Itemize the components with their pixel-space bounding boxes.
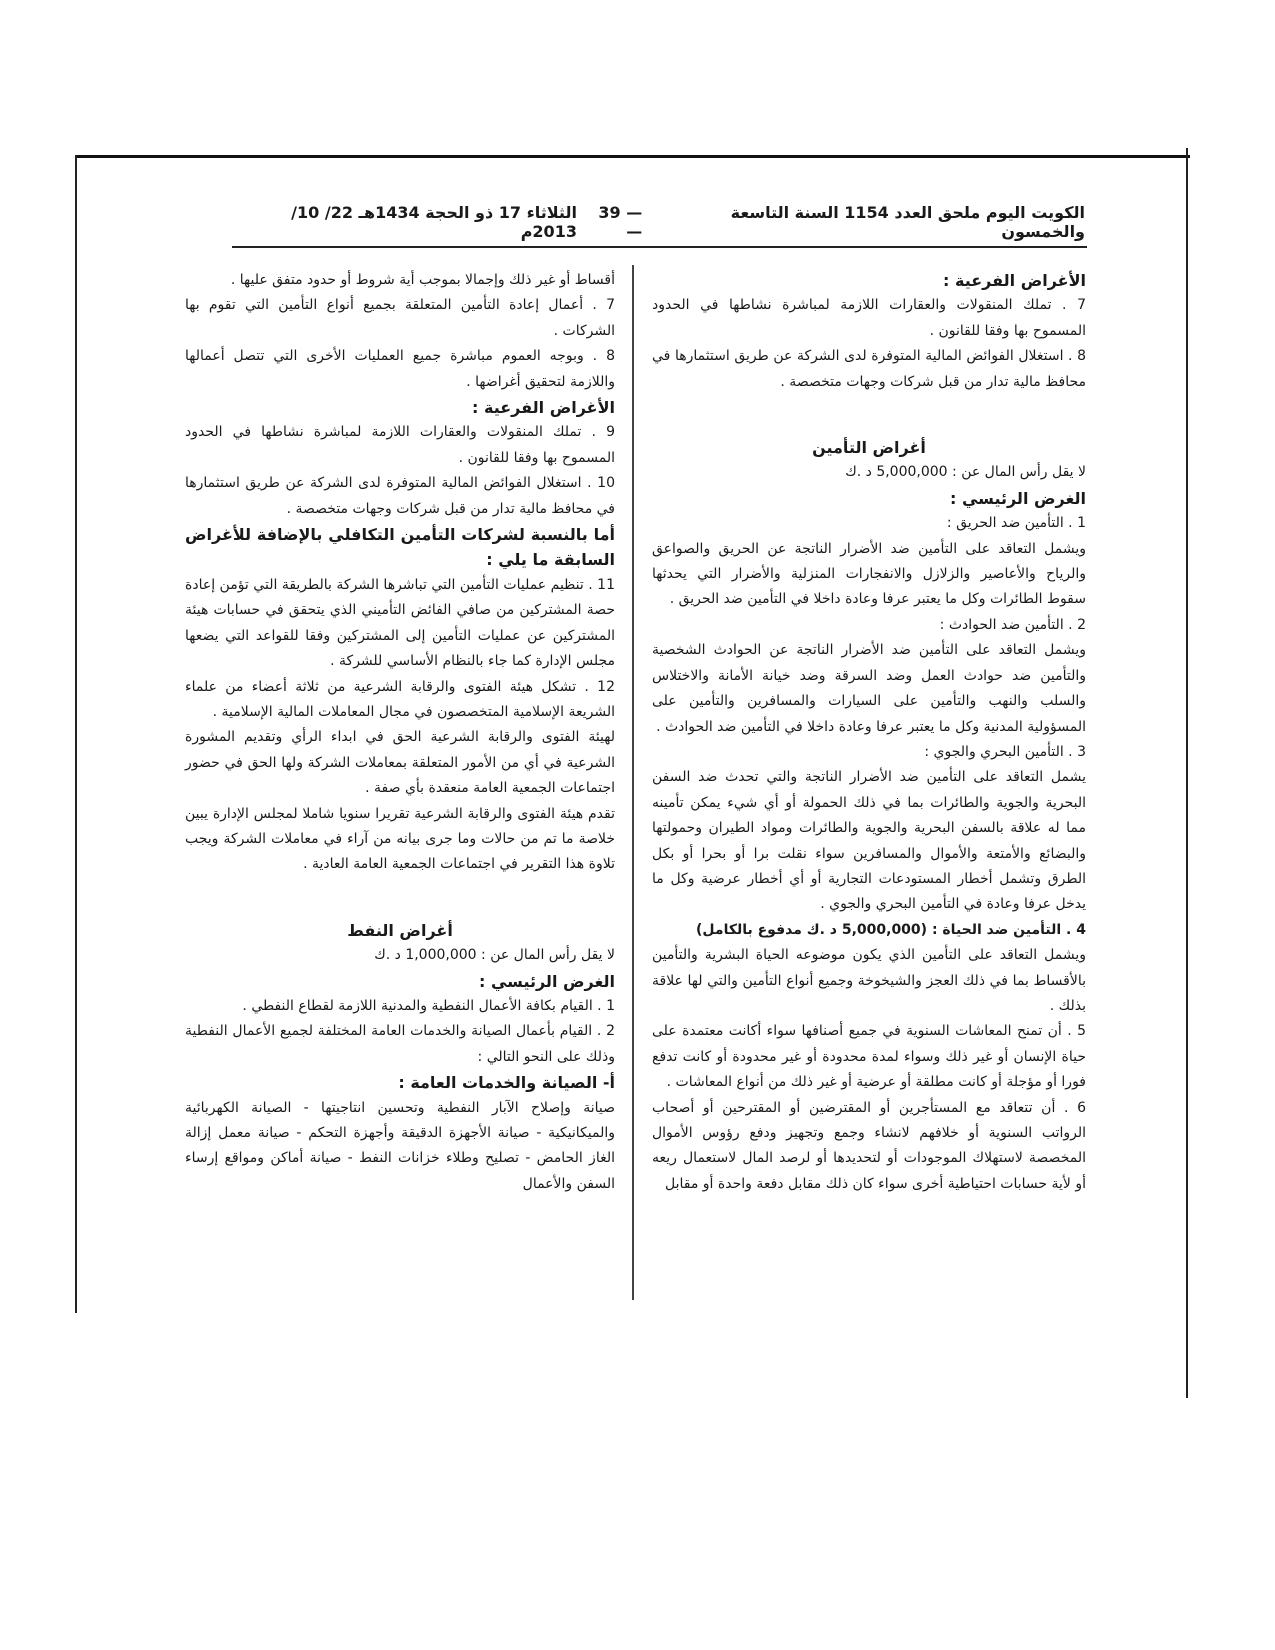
clause: 7 . تملك المنقولات والعقارات اللازمة لمباشرة نشاطها في الحدود المسموح بها وفقا للقانون . <box>652 297 1086 339</box>
left-column <box>185 268 615 1197</box>
clause-title: 1 . التأمين ضد الحريق : <box>946 515 1086 532</box>
header-page-number: — 39 — <box>598 203 643 241</box>
section-title: أغراض النفط <box>347 920 453 940</box>
clause: 1 . القيام بكافة الأعمال النفطية والمدنية اللازمة لقطاع النفطي . <box>242 997 615 1014</box>
clause: 7 . أعمال إعادة التأمين المتعلقة بجميع أنواع التأمين التي تقوم بها الشركات . <box>185 297 615 339</box>
right-column <box>652 268 1086 1197</box>
clause: ويشمل التعاقد على التأمين ضد الأضرار الناتجة عن الحوادث الشخصية والتأمين ضد حوادث العمل وضد السرقة وضد خيانة الأمانة والاختلاس والسلب والنهب والتأمين على السيارات والمسافرين والتأمين على المسؤولية المدنية وكل ما يعتبر عرفا وعادة داخلا في التأمين ضد الحوادث . <box>652 642 1086 735</box>
paragraph: صيانة وإصلاح الآبار النفطية وتحسين انتاجيتها - الصيانة الكهربائية والميكانيكية - صيانة الأجهزة الدقيقة وأجهزة التحكم - صيانة معمل إزالة الغاز الحامض - تصليح وطلاء خزانات النفط - صيانة أماكن ومواقع إرساء السفن والأعمال <box>185 1099 615 1192</box>
paragraph: تقدم هيئة الفتوى والرقابة الشرعية تقريرا سنويا شاملا لمجلس الإدارة يبين خلاصة ما تم من حالات وما جرى بيانه من آراء في معاملات الشركة ويجب تلاوة هذا التقرير في اجتماعات الجمعية العامة العادية . <box>185 805 615 873</box>
clause: 5 . أن تمنح المعاشات السنوية في جميع أصنافها سواء أكانت معتمدة على حياة الإنسان أو غير ذلك وسواء لمدة محدودة أو غير محدودة أو كانت تدفع فورا أو مؤجلة أو كانت مطلقة أو عرضية أو غير ذلك من أنواع المعاشات . <box>652 1023 1086 1091</box>
clause: 9 . تملك المنقولات والعقارات اللازمة لمباشرة نشاطها في الحدود المسموح بها وفقا للقانون . <box>185 424 615 466</box>
clause-title: 2 . التأمين ضد الحوادث : <box>939 616 1086 633</box>
clause: ويشمل التعاقد على التأمين الذي يكون موضوعه الحياة البشرية والتأمين بالأقساط بما في ذلك العجز والشيخوخة وجميع أنواع التأمين والتي لها علاقة بذلك . <box>652 947 1086 1014</box>
section-title: أغراض التأمين <box>812 438 926 458</box>
header-date: الثلاثاء 17 ذو الحجة 1434هـ 22/ 10/ 2013م <box>291 203 577 241</box>
clause: 12 . تشكل هيئة الفتوى والرقابة الشرعية من ثلاثة أعضاء من علماء الشريعة الإسلامية المتخصصون في مجال المعاملات المالية الإسلامية . <box>185 678 615 720</box>
column-divider <box>632 265 634 1300</box>
header-publication: الكويت اليوم ملحق العدد 1154 السنة التاسعة والخمسون <box>730 203 1085 241</box>
paragraph: لهيئة الفتوى والرقابة الشرعية الحق في ابداء الرأي وتقديم المشورة الشرعية في أي من الأمور المتعلقة بمعاملات الشركة ولها الحق في حضور اجتماعات الجمعية العامة منعقدة بأي صفة . <box>185 729 615 797</box>
clause: 2 . القيام بأعمال الصيانة والخدمات العامة المختلفة لجميع الأعمال النفطية وذلك على النحو التالي : <box>185 1023 615 1065</box>
section-heading: الأغراض الفرعية : <box>943 271 1086 290</box>
page-header <box>230 205 1085 239</box>
page-frame-right-border <box>1186 148 1188 1398</box>
clause: 8 . وبوجه العموم مباشرة جميع العمليات الأخرى التي تتصل أعمالها واللازمة لتحقيق أغراضها . <box>185 348 615 390</box>
header-rule <box>232 246 1087 248</box>
clause: ويشمل التعاقد على التأمين ضد الأضرار الناتجة عن الحريق والصواعق والرياح والأعاصير والزلازل والانفجارات المنزلية والأضرار التي يحدثها سقوط الطائرات وكل ما يعتبر عرفا وعادة داخلا في التأمين ضد الحريق . <box>652 540 1086 608</box>
clause: 8 . استغلال الفوائض المالية المتوفرة لدى الشركة عن طريق استثمارها في محافظ مالية تدار من قبل شركات وجهات متخصصة . <box>652 348 1086 390</box>
section-heading: الغرض الرئيسي : <box>950 488 1086 508</box>
clause: أقساط أو غير ذلك وإجمالا بموجب أية شروط أو حدود متفق عليها . <box>230 272 615 288</box>
page-frame-top-border <box>75 155 1190 158</box>
section-heading: أما بالنسبة لشركات التأمين التكافلي بالإضافة للأغراض السابقة ما يلي : <box>185 525 615 570</box>
clause: 10 . استغلال الفوائض المالية المتوفرة لدى الشركة عن طريق استثمارها في محافظ مالية تدار من قبل شركات وجهات متخصصة . <box>185 475 615 517</box>
clause: 6 . أن تتعاقد مع المستأجرين أو المقترضين أو المقترحين أو أصحاب الرواتب السنوية أو خلافهم لانشاء وجمع وتجهيز ودفع رؤوس الأموال المخصصة لاستهلاك الموجودات أو لتحديدها أو لرصد المال لاستعمال ريعه أو لأية حسابات احتياطية أخرى سواء كان ذلك مقابل دفعة واحدة أو مقابل <box>652 1099 1086 1192</box>
section-heading: الأغراض الفرعية : <box>472 398 615 418</box>
clause-title: 3 . التأمين البحري والجوي : <box>924 743 1086 760</box>
clause: يشمل التعاقد على التأمين ضد الأضرار الناتجة والتي تحدث ضد السفن البحرية والجوية والطائرات بما في ذلك الحمولة أو أي شيء يمكن تأمينه مما له علاقة بالسفن البحرية والجوية والطائرات ومواد الطيران وحمولتها والبضائع والأمتعة والأموال والمسافرين سواء نقلت برا أو بحرا أو بكل الطرق وتشمل أخطار المستودعات التجارية أو أي أخطار عرضية وكل ما يدخل عرفا وعادة في التأمين البحري والجوي . <box>652 769 1086 913</box>
capital-requirement: لا يقل رأس المال عن : 1,000,000 د .ك <box>374 947 615 964</box>
capital-requirement: لا يقل رأس المال عن : 5,000,000 د .ك <box>845 464 1086 481</box>
subsection-heading: أ- الصيانة والخدمات العامة : <box>398 1073 615 1093</box>
clause-title: 4 . التأمين ضد الحياة : (5,000,000 د .ك مدفوع بالكامل) <box>696 921 1086 938</box>
page-frame-left-border <box>75 155 77 1313</box>
section-heading: الغرض الرئيسي : <box>479 971 615 991</box>
clause: 11 . تنظيم عمليات التأمين التي تباشرها الشركة بالطريقة التي تؤمن إعادة حصة المشتركين من صافي الفائض التأميني الذي يتحقق في حسابات هيئة المشتركين عن عمليات التأمين إلى المشتركين وفقا للقواعد التي يضعها مجلس الإدارة كما جاء بالنظام الأساسي للشركة . <box>185 576 615 670</box>
